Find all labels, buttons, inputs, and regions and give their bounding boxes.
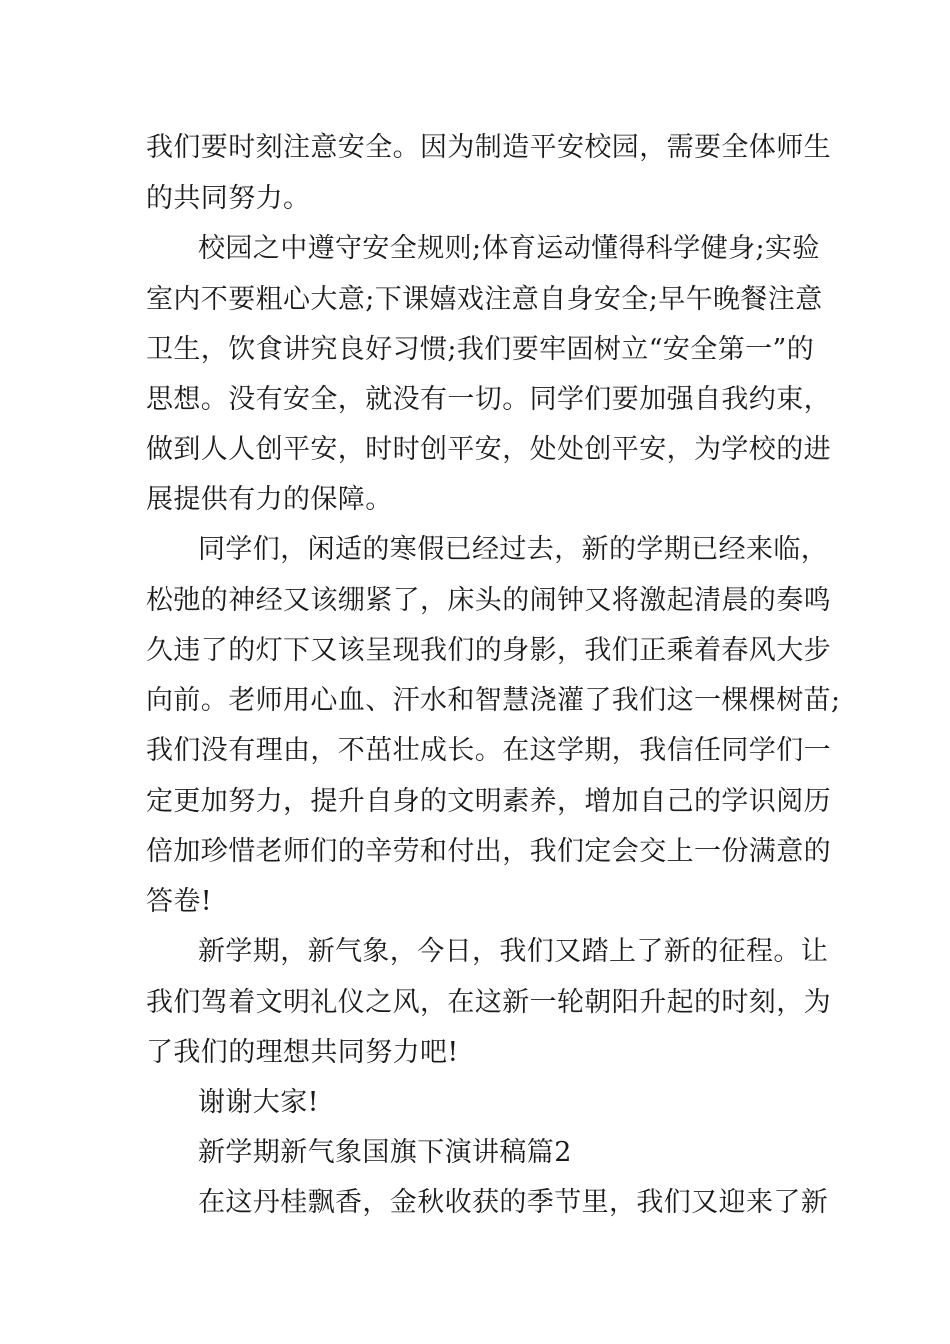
text-line: 答卷! [146,886,213,917]
text-line: 定更加努力，提升自身的文明素养，增加自己的学识阅历 [146,786,831,817]
text-line: 卫生，饮食讲究良好习惯;我们要牢固树立“安全第一”的 [146,334,815,365]
text-line: 了我们的理想共同努力吧! [146,1037,459,1068]
section-heading: 新学期新气象国旗下演讲稿篇2 [198,1137,572,1168]
paragraph-start-line: 在这丹桂飘香，金秋收获的季节里，我们又迎来了新 [198,1187,829,1218]
text-line: 松弛的神经又该绷紧了，床头的闹钟又将激起清晨的奏鸣 [146,585,831,616]
text-line: 倍加珍惜老师们的辛劳和付出，我们定会交上一份满意的 [146,836,831,867]
paragraph-start-line: 同学们，闲适的寒假已经过去，新的学期已经来临， [198,534,829,565]
text-line: 久违了的灯下又该呈现我们的身影，我们正乘着春风大步 [146,635,831,666]
paragraph-start-line: 新学期，新气象，今日，我们又踏上了新的征程。让 [198,936,829,967]
closing-line: 谢谢大家! [198,1087,319,1118]
text-line: 我们要时刻注意安全。因为制造平安校园，需要全体师生 [146,132,831,163]
text-line: 的共同努力。 [146,183,311,214]
paragraph-start-line: 校园之中遵守安全规则;体育运动懂得科学健身;实验 [198,233,820,264]
text-line: 室内不要粗心大意;下课嬉戏注意自身安全;早午晚餐注意 [146,284,823,315]
text-line: 思想。没有安全，就没有一切。同学们要加强自我约束， [146,384,831,415]
text-line: 做到人人创平安，时时创平安，处处创平安，为学校的进 [146,434,831,465]
text-line: 我们没有理由，不茁壮成长。在这学期，我信任同学们一 [146,735,831,766]
text-line: 向前。老师用心血、汗水和智慧浇灌了我们这一棵棵树苗; [146,685,841,716]
text-line: 我们驾着文明礼仪之风，在这新一轮朝阳升起的时刻，为 [146,987,831,1018]
text-line: 展提供有力的保障。 [146,484,393,515]
